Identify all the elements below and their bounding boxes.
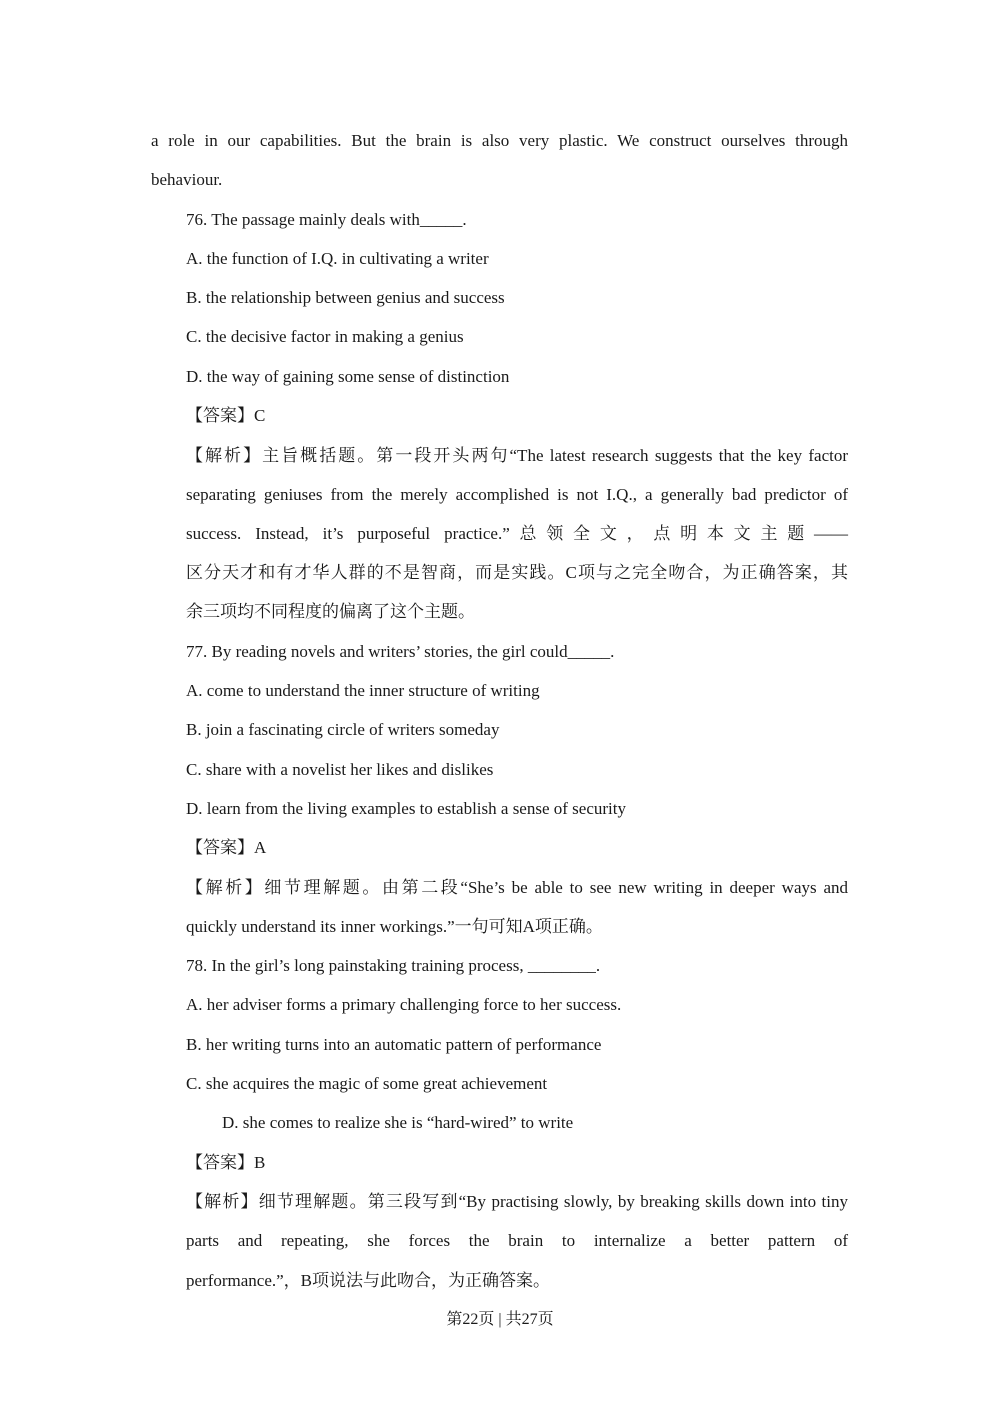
paragraph-line: a role in our capabilities. But the brain is also very plastic. We construct ourselves through [151, 131, 848, 150]
analysis-line: 【解析】细节理解题。由第二段“She’s be able to see new writing in deeper ways and [186, 878, 848, 897]
question-option: D. learn from the living examples to establish a sense of security [186, 799, 626, 818]
page-footer: 第22页 | 共27页 [446, 1311, 554, 1328]
question-option: A. the function of I.Q. in cultivating a writer [186, 249, 489, 268]
question-option: C. the decisive factor in making a genius [186, 327, 464, 346]
question-stem: 77. By reading novels and writers’ stories, the girl could_____. [186, 642, 615, 661]
analysis-line: separating geniuses from the merely accomplished is not I.Q., a generally bad predictor of [186, 485, 848, 504]
analysis-line: 区分天才和有才华人群的不是智商，而是实践。C项与之完全吻合，为正确答案，其 [186, 563, 848, 582]
paragraph-line: behaviour. [151, 170, 223, 189]
question-option: A. her adviser forms a primary challenging force to her success. [186, 995, 622, 1014]
analysis-line: 【解析】细节理解题。第三段写到“By practising slowly, by breaking skills down into tiny [186, 1192, 848, 1211]
analysis-line: quickly understand its inner workings.”一句可知A项正确。 [186, 917, 603, 936]
answer-label: 【答案】B [186, 1153, 266, 1172]
question-option: D. she comes to realize she is “hard-wired” to write [222, 1113, 574, 1132]
answer-label: 【答案】A [186, 838, 267, 857]
question-option: B. the relationship between genius and success [186, 288, 505, 307]
analysis-line: success. Instead, it’s purposeful practice.”总领全文，点明本文主题—— [186, 524, 848, 543]
question-option: C. share with a novelist her likes and dislikes [186, 760, 494, 779]
analysis-line: parts and repeating, she forces the brain to internalize a better pattern of [186, 1231, 848, 1250]
question-option: C. she acquires the magic of some great achievement [186, 1074, 548, 1093]
analysis-line: performance.”，B项说法与此吻合，为正确答案。 [186, 1271, 551, 1290]
question-option: B. join a fascinating circle of writers someday [186, 720, 500, 739]
question-stem: 76. The passage mainly deals with_____. [186, 210, 467, 229]
question-option: D. the way of gaining some sense of distinction [186, 367, 510, 386]
question-option: A. come to understand the inner structure of writing [186, 681, 540, 700]
question-option: B. her writing turns into an automatic pattern of performance [186, 1035, 602, 1054]
analysis-line: 【解析】主旨概括题。第一段开头两句“The latest research suggests that the key factor [186, 446, 848, 465]
question-stem: 78. In the girl’s long painstaking training process, ________. [186, 956, 601, 975]
analysis-line: 余三项均不同程度的偏离了这个主题。 [186, 602, 475, 621]
answer-label: 【答案】C [186, 406, 266, 425]
